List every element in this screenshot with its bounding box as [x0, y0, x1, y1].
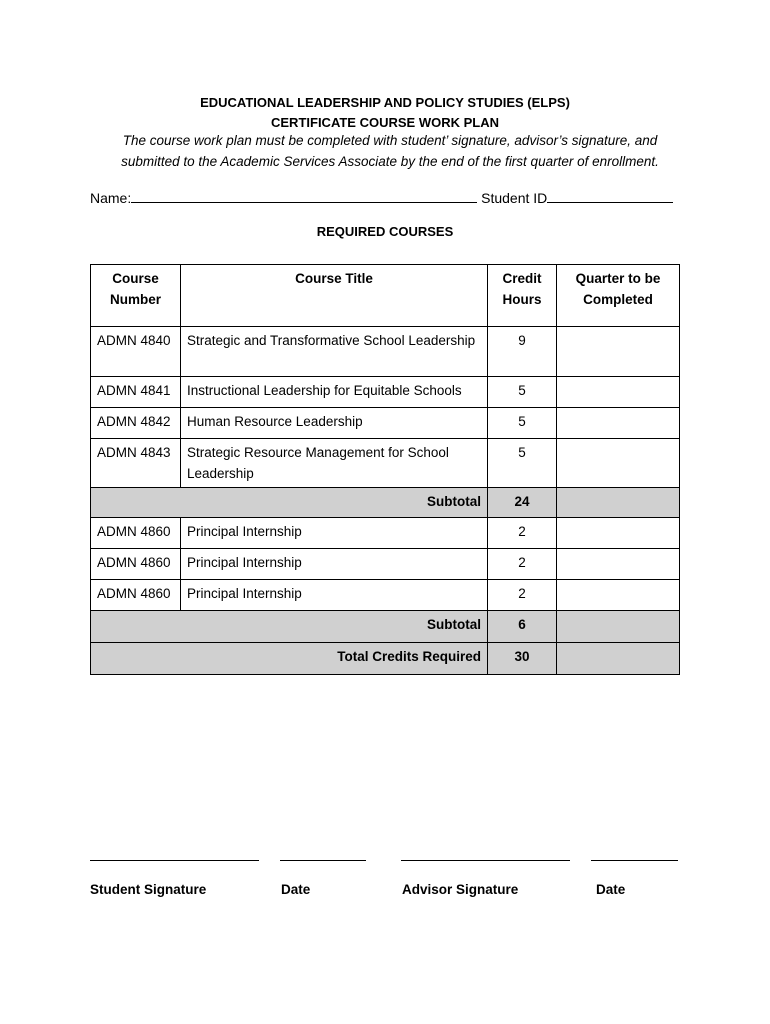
- date-line-1[interactable]: [280, 848, 366, 861]
- date-line-2[interactable]: [591, 848, 678, 861]
- table-row: [91, 439, 680, 488]
- instruction-line-2: submitted to the Academic Services Associate by the end of the first quarter of enrollment.: [121, 154, 659, 169]
- table-row: [91, 327, 680, 377]
- name-id-row: [90, 188, 690, 206]
- credit-hours: 5: [488, 439, 557, 488]
- credit-hours: 5: [488, 408, 557, 439]
- credit-hours: 5: [488, 377, 557, 408]
- course-number: ADMN 4843: [91, 439, 181, 488]
- course-table: [90, 264, 680, 675]
- subtotal-label: Subtotal: [91, 488, 488, 518]
- course-title: Human Resource Leadership: [181, 408, 488, 439]
- credit-hours: 9: [488, 327, 557, 377]
- quarter-cell[interactable]: [557, 549, 680, 580]
- name-field[interactable]: [131, 188, 477, 203]
- course-number: ADMN 4860: [91, 518, 181, 549]
- header-credit-hours: Credit Hours: [488, 265, 557, 327]
- section-title: REQUIRED COURSES: [316, 224, 454, 239]
- name-label: Name:: [90, 190, 132, 206]
- table-row: [91, 518, 680, 549]
- course-title: Principal Internship: [181, 518, 488, 549]
- student-id-label: Student ID: [481, 190, 548, 206]
- subtotal-value: 24: [488, 488, 557, 518]
- document-subtitle: CERTIFICATE COURSE WORK PLAN: [271, 115, 499, 130]
- subtotal-empty: [557, 611, 680, 643]
- course-title: Principal Internship: [181, 549, 488, 580]
- course-number: ADMN 4860: [91, 549, 181, 580]
- quarter-cell[interactable]: [557, 439, 680, 488]
- total-value: 30: [488, 643, 557, 675]
- header-quarter: Quarter to be Completed: [557, 265, 680, 327]
- quarter-cell[interactable]: [557, 518, 680, 549]
- credit-hours: 2: [488, 549, 557, 580]
- table-row: [91, 408, 680, 439]
- instruction-line-1: The course work plan must be completed with student’ signature, advisor’s signature, and: [122, 133, 658, 148]
- quarter-cell[interactable]: [557, 377, 680, 408]
- student-id-field[interactable]: [547, 188, 673, 203]
- course-title: Instructional Leadership for Equitable Schools: [181, 377, 488, 408]
- advisor-signature-line[interactable]: [401, 848, 570, 861]
- table-row: [91, 580, 680, 611]
- header-course-number: Course Number: [91, 265, 181, 327]
- course-title: Strategic Resource Management for School Leadership: [181, 439, 488, 488]
- table-row: [91, 549, 680, 580]
- subtotal-empty: [557, 488, 680, 518]
- header-course-title: Course Title: [181, 265, 488, 327]
- course-number: ADMN 4841: [91, 377, 181, 408]
- subtotal-row: [91, 488, 680, 518]
- total-row: [91, 643, 680, 675]
- credit-hours: 2: [488, 580, 557, 611]
- quarter-cell[interactable]: [557, 327, 680, 377]
- table-row: [91, 377, 680, 408]
- course-number: ADMN 4842: [91, 408, 181, 439]
- course-number: ADMN 4860: [91, 580, 181, 611]
- course-number: ADMN 4840: [91, 327, 181, 377]
- subtotal-row: [91, 611, 680, 643]
- student-signature-label: Student Signature: [90, 882, 207, 897]
- date-label-2: Date: [596, 882, 626, 897]
- advisor-signature-label: Advisor Signature: [402, 882, 519, 897]
- course-title: Strategic and Transformative School Leadership: [181, 327, 488, 377]
- quarter-cell[interactable]: [557, 580, 680, 611]
- subtotal-label: Subtotal: [91, 611, 488, 643]
- student-signature-line[interactable]: [90, 848, 259, 861]
- date-label-1: Date: [281, 882, 311, 897]
- course-title: Principal Internship: [181, 580, 488, 611]
- table-header-row: [91, 265, 680, 327]
- quarter-cell[interactable]: [557, 408, 680, 439]
- subtotal-value: 6: [488, 611, 557, 643]
- total-label: Total Credits Required: [91, 643, 488, 675]
- total-empty: [557, 643, 680, 675]
- credit-hours: 2: [488, 518, 557, 549]
- signature-lines: [90, 848, 690, 862]
- document-title: EDUCATIONAL LEADERSHIP AND POLICY STUDIES (ELPS): [200, 95, 570, 110]
